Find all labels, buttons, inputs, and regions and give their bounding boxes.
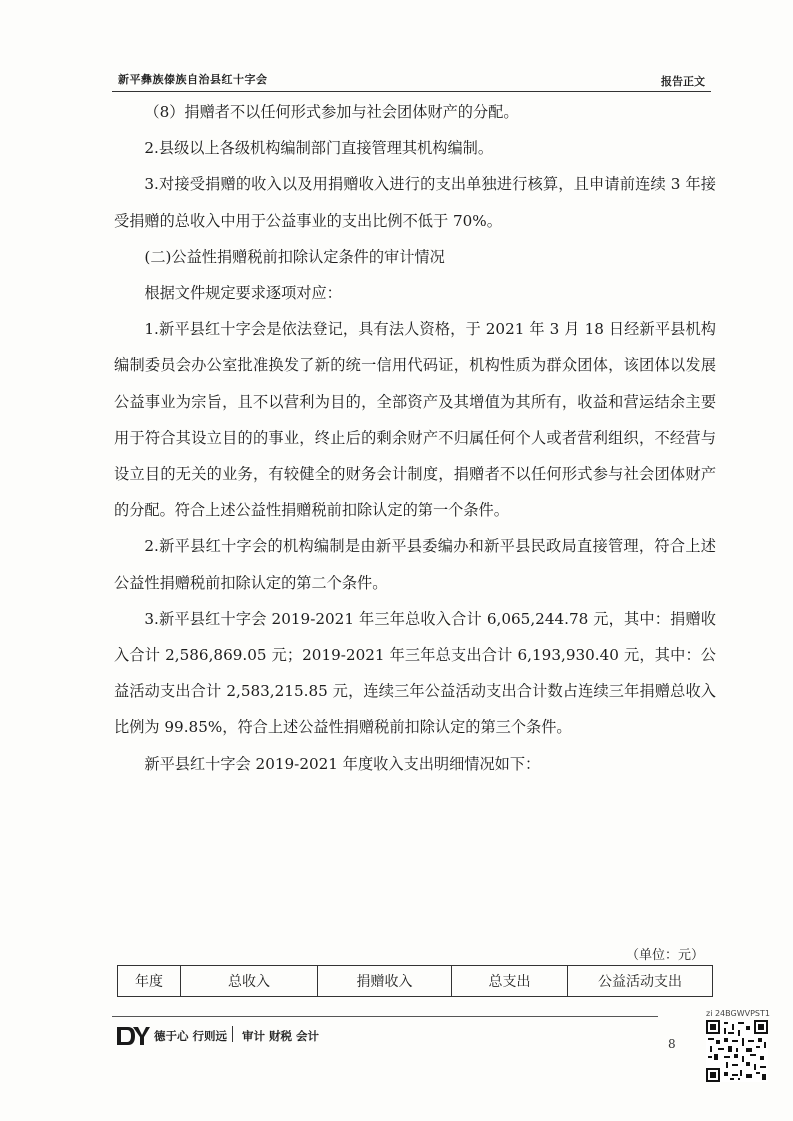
table-header-cell: 总收入 — [181, 966, 318, 997]
paragraph-finding-3: 3.新平县红十字会 2019-2021 年三年总收入合计 6,065,244.78 元，其中：捐赠收入合计 2,586,869.05 元；2019-2021 年三年总支出合计 6,193,930.40 元，其中：公益活动支出合计 2,583,215.85 元，连续三年公益活动支出合计数占连续三年捐赠总收入比例为 99.85%，符合上述公益性捐赠税前扣除认定的第三个条件。 — [114, 609, 716, 737]
paragraph-table-intro: 新平县红十字会 2019-2021 年度收入支出明细情况如下： — [144, 754, 541, 773]
table-header-cell: 总支出 — [452, 966, 568, 997]
income-expense-table — [117, 965, 713, 997]
header-org-name: 新平彝族傣族自治县红十字会 — [118, 73, 268, 86]
document-code: zi 24BGWVPST1 — [706, 1009, 770, 1018]
paragraph-finding-1: 1.新平县红十字会是依法登记，具有法人资格，于 2021 年 3 月 18 日经新平县机构编制委员会办公室批准换发了新的统一信用代码证，机构性质为群众团体，该团体以发展公益事业为宗旨，且不以营利为目的，全部资产及其增值为其所有，收益和营运结余主要用于符合其设立目的的事业，终止后的剩余财产不归属任何个人或者营利组织，不经营与设立目的无关的业务，有较健全的财务会计制度，捐赠者不以任何形式参与社会团体财产的分配。符合上述公益性捐赠税前扣除认定的第一个条件。 — [114, 320, 716, 520]
paragraph-donor-clause: （8）捐赠者不以任何形式参加与社会团体财产的分配。 — [144, 103, 519, 121]
paragraph-finding-2: 2.新平县红十字会的机构编制是由新平县委编办和新平县民政局直接管理，符合上述公益性捐赠税前扣除认定的第二个条件。 — [114, 537, 716, 592]
footer-divider — [112, 1016, 658, 1017]
firm-logo — [116, 1025, 150, 1047]
table-header-cell: 年度 — [118, 966, 181, 997]
paragraph-intro: 根据文件规定要求逐项对应： — [144, 284, 342, 303]
paragraph-condition-3: 3.对接受捐赠的收入以及用捐赠收入进行的支出单独进行核算，且申请前连续 3 年接受捐赠的总收入中用于公益事业的支出比例不低于 70%。 — [114, 175, 716, 230]
footer-separator — [232, 1026, 233, 1042]
header-divider — [112, 91, 711, 92]
footer-slogan: 德于心 行则远 — [154, 1029, 228, 1043]
unit-note: （单位：元） — [625, 948, 704, 963]
paragraph-condition-2: 2.县级以上各级机构编制部门直接管理其机构编制。 — [144, 139, 494, 158]
section-heading-audit: (二)公益性捐赠税前扣除认定条件的审计情况 — [144, 247, 445, 266]
table-header-cell: 捐赠收入 — [318, 966, 452, 997]
header-section-label: 报告正文 — [661, 75, 705, 88]
table-header-row — [118, 966, 713, 997]
qr-code-icon — [706, 1020, 768, 1082]
footer-services: 审计 财税 会计 — [242, 1029, 320, 1043]
page-number: 8 — [668, 1037, 676, 1051]
table-header-cell: 公益活动支出 — [568, 966, 713, 997]
report-body — [114, 94, 716, 782]
